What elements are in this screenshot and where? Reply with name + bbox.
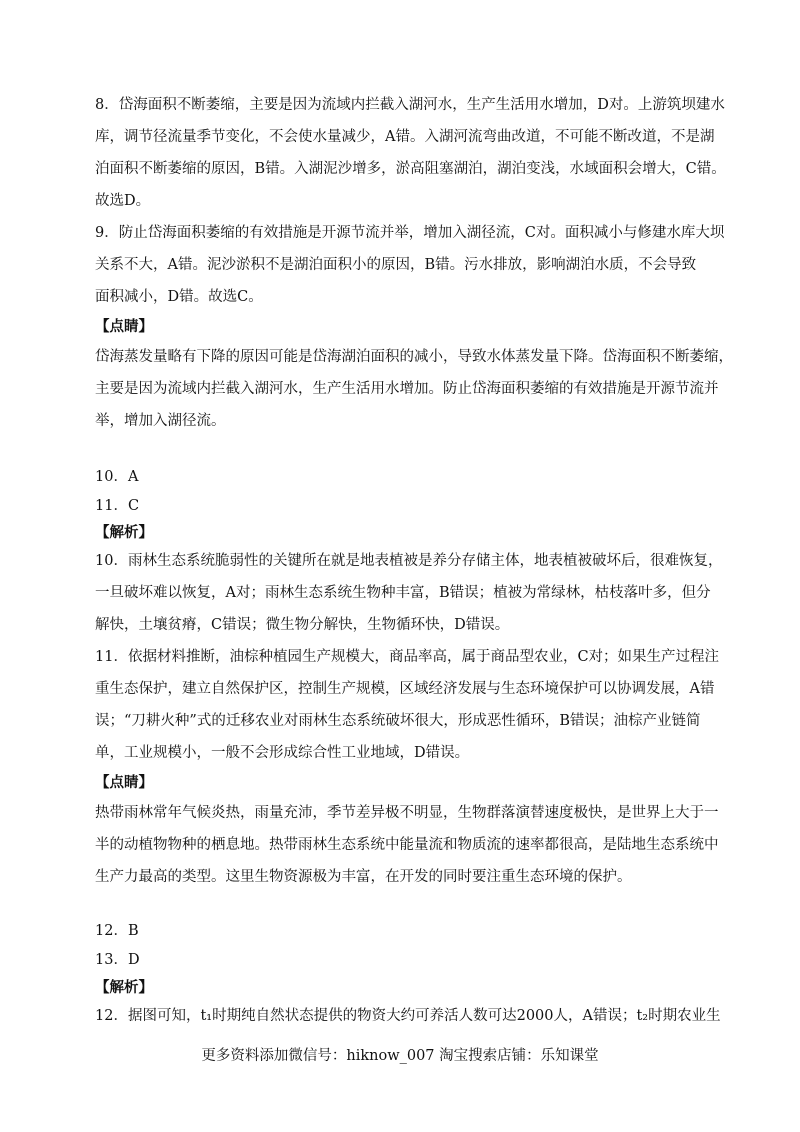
- paragraph-line: 岱海蒸发量略有下降的原因可能是岱海湖泊面积的减小，导致水体蒸发量下降。岱海面积不断萎缩，: [95, 349, 733, 365]
- answer-line: 12．B: [95, 923, 139, 939]
- answer-line: 13．D: [95, 952, 140, 968]
- paragraph-line: 一旦破坏难以恢复，A对；雨林生态系统生物种丰富，B错误；植被为常绿林，枯枝落叶多，但分: [95, 585, 711, 601]
- paragraph-line: 重生态保护，建立自然保护区，控制生产规模，区域经济发展与生态环境保护可以协调发展，A错: [95, 681, 715, 697]
- paragraph-line: 单，工业规模小，一般不会形成综合性工业地域，D错误。: [95, 745, 470, 761]
- paragraph-line: 12．据图可知，t₁时期纯自然状态提供的物资大约可养活人数可达2000人，A错误；t₂时期农业生: [95, 1008, 721, 1024]
- paragraph-line: 生产力最高的类型。这里生物资源极为丰富，在开发的同时要注重生态环境的保护。: [95, 869, 632, 885]
- paragraph-line: 半的动植物物种的栖息地。热带雨林生态系统中能量流和物质流的速率都很高，是陆地生态系统中: [95, 837, 719, 853]
- page-footer: 更多资料添加微信号：hiknow_007 淘宝搜索店铺：乐知课堂: [201, 1048, 599, 1064]
- paragraph-line: 9．防止岱海面积萎缩的有效措施是开源节流并举，增加入湖径流，C对。面积减小与修建水库大坝: [95, 225, 725, 241]
- paragraph-line: 10．雨林生态系统脆弱性的关键所在就是地表植被是养分存储主体，地表植被破坏后，很难恢复，: [95, 553, 723, 569]
- paragraph-line: 举，增加入湖径流。: [95, 413, 226, 429]
- section-heading-jiexi: 【解析】: [95, 979, 153, 996]
- paragraph-line: 主要是因为流域内拦截入湖河水，生产生活用水增加。防止岱海面积萎缩的有效措施是开源节流并: [95, 381, 719, 397]
- section-heading-dianjing: 【点睛】: [95, 774, 153, 791]
- paragraph-line: 11．依据材料推断，油棕种植园生产规模大，商品率高，属于商品型农业，C对；如果生产过程注: [95, 649, 720, 665]
- paragraph-line: 误；“刀耕火种”式的迁移农业对雨林生态系统破坏很大，形成恶性循环，B错误；油棕产业链简: [95, 713, 701, 729]
- section-heading-jiexi: 【解析】: [95, 524, 153, 541]
- answer-line: 11．C: [95, 498, 140, 514]
- paragraph-line: 解快，土壤贫瘠，C错误；微生物分解快，生物循环快，D错误。: [95, 617, 510, 633]
- paragraph-line: 故选D。: [95, 193, 151, 209]
- paragraph-line: 8．岱海面积不断萎缩，主要是因为流域内拦截入湖河水，生产生活用水增加，D对。上游筑坝建水: [95, 97, 725, 113]
- section-heading-dianjing: 【点睛】: [95, 318, 153, 335]
- answer-line: 10．A: [95, 469, 139, 485]
- paragraph-line: 关系不大，A错。泥沙淤积不是湖泊面积小的原因，B错。污水排放，影响湖泊水质，不会导致: [95, 257, 697, 273]
- paragraph-line: 库，调节径流量季节变化，不会使水量减少，A错。入湖河流弯曲改道，不可能不断改道，不是湖: [95, 129, 715, 145]
- paragraph-line: 热带雨林常年气候炎热，雨量充沛，季节差异极不明显，生物群落演替速度极快，是世界上大于一: [95, 805, 719, 821]
- paragraph-line: 泊面积不断萎缩的原因，B错。入湖泥沙增多，淤高阻塞湖泊，湖泊变浅，水域面积会增大，C错。: [95, 161, 726, 177]
- paragraph-line: 面积减小，D错。故选C。: [95, 289, 263, 305]
